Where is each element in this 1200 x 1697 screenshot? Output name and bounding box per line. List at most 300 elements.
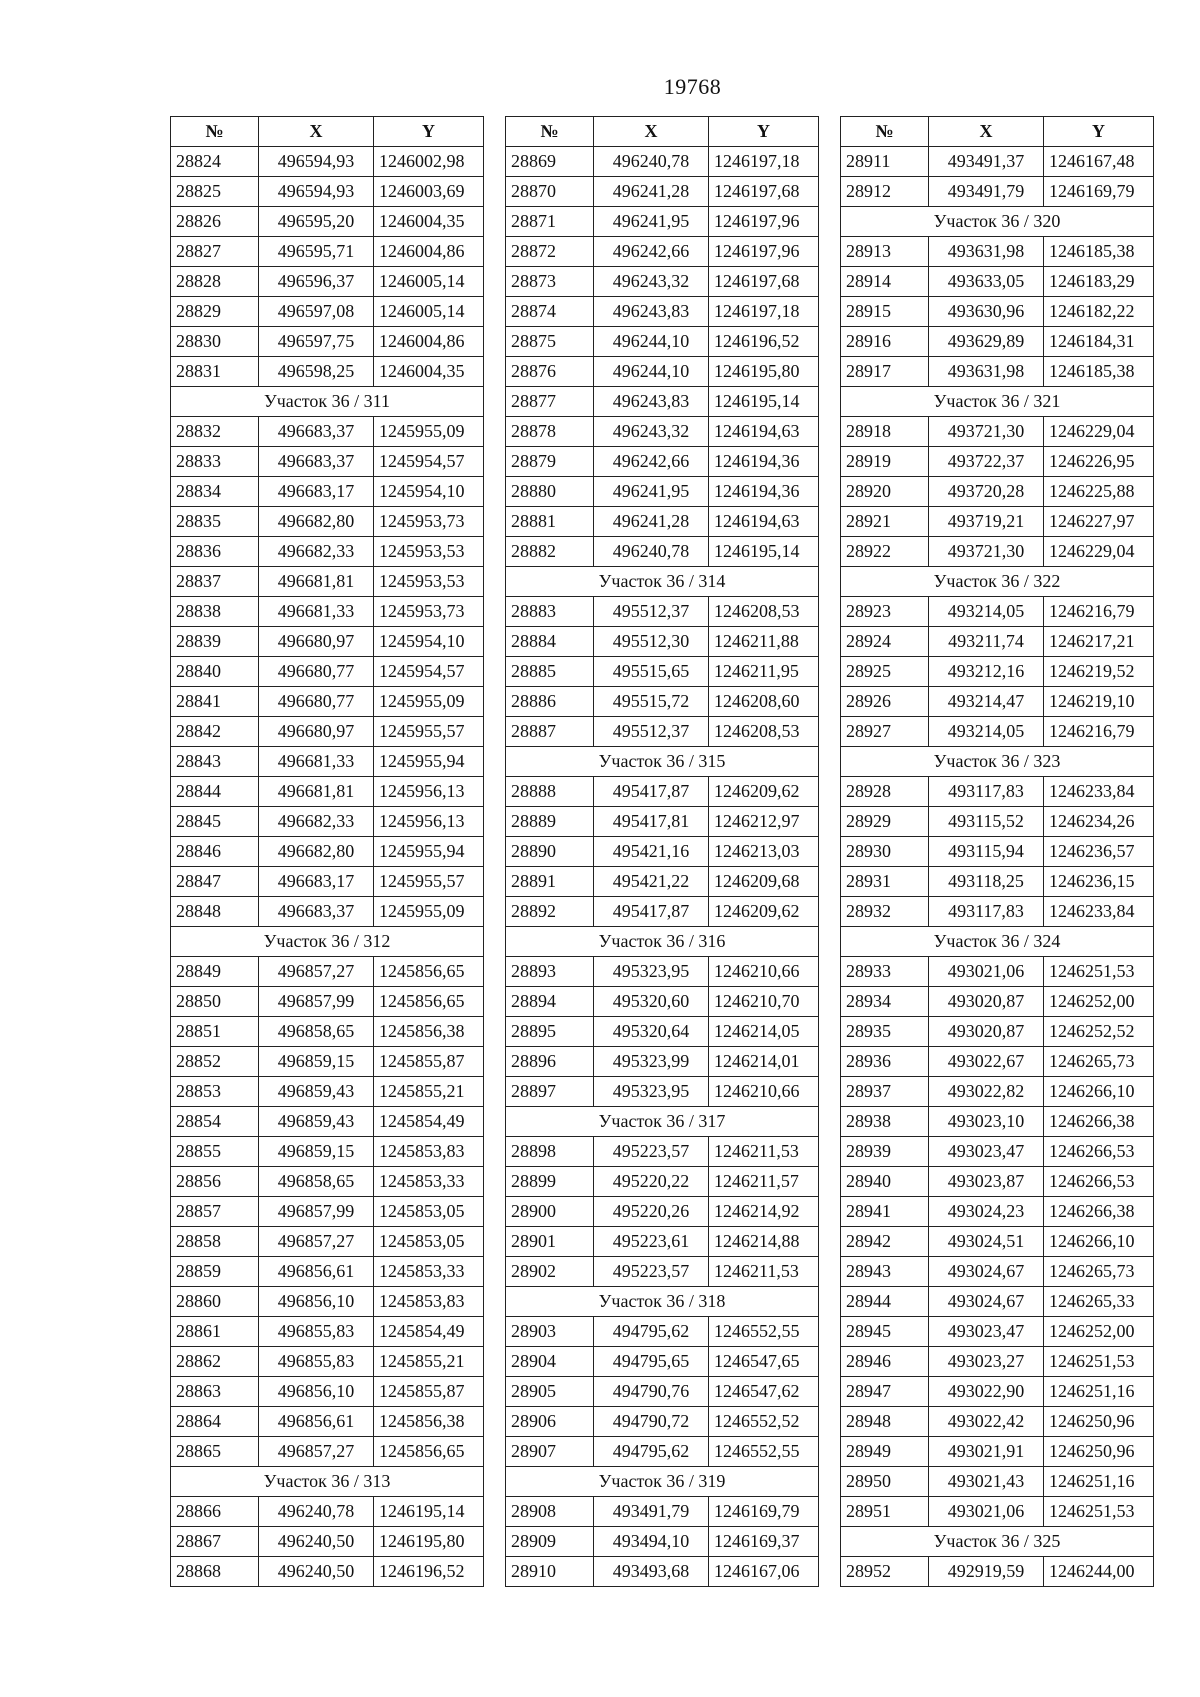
table-row	[506, 267, 819, 297]
cell-num: 28834	[171, 477, 259, 507]
cell-y: 1245954,57	[374, 447, 484, 477]
cell-num: 28936	[841, 1047, 929, 1077]
cell-y: 1246252,00	[1044, 987, 1154, 1017]
table-row	[171, 1377, 484, 1407]
cell-num: 28915	[841, 297, 929, 327]
cell-num: 28850	[171, 987, 259, 1017]
cell-y: 1246244,00	[1044, 1557, 1154, 1587]
table-row	[171, 1557, 484, 1587]
cell-x: 493494,10	[594, 1527, 709, 1557]
table-row	[506, 717, 819, 747]
cell-x: 496240,50	[259, 1527, 374, 1557]
cell-x: 493491,37	[929, 147, 1044, 177]
cell-y: 1245953,53	[374, 567, 484, 597]
table-row	[841, 477, 1154, 507]
cell-y: 1246265,33	[1044, 1287, 1154, 1317]
cell-x: 493493,68	[594, 1557, 709, 1587]
table-row	[841, 717, 1154, 747]
table-row	[171, 267, 484, 297]
cell-y: 1246167,06	[709, 1557, 819, 1587]
section-title: Участок 36 / 312	[171, 927, 484, 957]
cell-y: 1245953,73	[374, 507, 484, 537]
cell-num: 28847	[171, 867, 259, 897]
header-num: №	[841, 117, 929, 147]
cell-y: 1245955,09	[374, 687, 484, 717]
table-row	[841, 267, 1154, 297]
cell-y: 1246210,66	[709, 957, 819, 987]
cell-num: 28836	[171, 537, 259, 567]
table-row	[506, 1497, 819, 1527]
table-row	[506, 1557, 819, 1587]
cell-y: 1246213,03	[709, 837, 819, 867]
cell-y: 1246197,96	[709, 207, 819, 237]
cell-num: 28842	[171, 717, 259, 747]
cell-x: 496682,33	[259, 537, 374, 567]
cell-y: 1246229,04	[1044, 537, 1154, 567]
cell-x: 496683,37	[259, 897, 374, 927]
table-row	[841, 1017, 1154, 1047]
cell-num: 28925	[841, 657, 929, 687]
cell-y: 1246226,95	[1044, 447, 1154, 477]
table-row	[841, 1497, 1154, 1527]
cell-x: 493722,37	[929, 447, 1044, 477]
table-row	[506, 1047, 819, 1077]
table-row	[171, 327, 484, 357]
cell-x: 496855,83	[259, 1347, 374, 1377]
cell-num: 28851	[171, 1017, 259, 1047]
table-row	[171, 1287, 484, 1317]
table-row	[506, 1197, 819, 1227]
section-title: Участок 36 / 311	[171, 387, 484, 417]
cell-num: 28902	[506, 1257, 594, 1287]
cell-y: 1245855,21	[374, 1077, 484, 1107]
table-row	[841, 1197, 1154, 1227]
header-x: X	[929, 117, 1044, 147]
table-row	[506, 387, 819, 417]
cell-y: 1246197,96	[709, 237, 819, 267]
cell-y: 1246552,55	[709, 1317, 819, 1347]
cell-x: 495515,65	[594, 657, 709, 687]
section-title: Участок 36 / 323	[841, 747, 1154, 777]
table-row	[841, 357, 1154, 387]
cell-y: 1246229,04	[1044, 417, 1154, 447]
cell-y: 1246169,79	[1044, 177, 1154, 207]
cell-x: 496240,78	[259, 1497, 374, 1527]
cell-num: 28875	[506, 327, 594, 357]
table-row	[841, 807, 1154, 837]
table-header-row	[841, 117, 1154, 147]
cell-num: 28895	[506, 1017, 594, 1047]
section-row	[506, 1107, 819, 1137]
table-row	[171, 477, 484, 507]
cell-num: 28826	[171, 207, 259, 237]
cell-x: 496680,77	[259, 687, 374, 717]
table-row	[841, 657, 1154, 687]
cell-x: 493631,98	[929, 357, 1044, 387]
cell-num: 28857	[171, 1197, 259, 1227]
cell-y: 1246169,79	[709, 1497, 819, 1527]
cell-num: 28890	[506, 837, 594, 867]
cell-x: 493214,05	[929, 717, 1044, 747]
header-x: X	[259, 117, 374, 147]
section-row	[841, 747, 1154, 777]
cell-y: 1245856,65	[374, 1437, 484, 1467]
cell-x: 493021,06	[929, 1497, 1044, 1527]
cell-num: 28942	[841, 1227, 929, 1257]
cell-y: 1246209,62	[709, 777, 819, 807]
table-row	[506, 987, 819, 1017]
table-row	[841, 597, 1154, 627]
cell-num: 28928	[841, 777, 929, 807]
cell-y: 1246209,62	[709, 897, 819, 927]
cell-y: 1245854,49	[374, 1317, 484, 1347]
table-row	[171, 177, 484, 207]
cell-num: 28872	[506, 237, 594, 267]
cell-y: 1246194,36	[709, 447, 819, 477]
cell-y: 1246194,63	[709, 417, 819, 447]
cell-x: 494795,62	[594, 1437, 709, 1467]
cell-num: 28861	[171, 1317, 259, 1347]
cell-y: 1245955,94	[374, 837, 484, 867]
table-row	[171, 507, 484, 537]
cell-y: 1246252,52	[1044, 1017, 1154, 1047]
table-row	[171, 1077, 484, 1107]
table-row	[506, 417, 819, 447]
cell-y: 1246196,52	[709, 327, 819, 357]
section-row	[506, 567, 819, 597]
cell-x: 496243,32	[594, 267, 709, 297]
cell-y: 1245853,05	[374, 1197, 484, 1227]
cell-y: 1246225,88	[1044, 477, 1154, 507]
cell-y: 1246005,14	[374, 267, 484, 297]
table-row	[841, 627, 1154, 657]
cell-num: 28879	[506, 447, 594, 477]
cell-y: 1246004,86	[374, 327, 484, 357]
cell-num: 28912	[841, 177, 929, 207]
cell-x: 495512,30	[594, 627, 709, 657]
table-row	[841, 1077, 1154, 1107]
cell-num: 28947	[841, 1377, 929, 1407]
cell-y: 1246005,14	[374, 297, 484, 327]
section-title: Участок 36 / 319	[506, 1467, 819, 1497]
cell-num: 28919	[841, 447, 929, 477]
cell-x: 496242,66	[594, 447, 709, 477]
cell-y: 1246251,53	[1044, 957, 1154, 987]
cell-num: 28916	[841, 327, 929, 357]
cell-num: 28924	[841, 627, 929, 657]
cell-x: 495220,22	[594, 1167, 709, 1197]
cell-y: 1245955,57	[374, 867, 484, 897]
cell-x: 496682,80	[259, 837, 374, 867]
cell-num: 28897	[506, 1077, 594, 1107]
cell-x: 496856,61	[259, 1407, 374, 1437]
cell-num: 28908	[506, 1497, 594, 1527]
cell-y: 1246208,53	[709, 717, 819, 747]
cell-x: 496856,10	[259, 1377, 374, 1407]
cell-y: 1246219,52	[1044, 657, 1154, 687]
cell-x: 494795,65	[594, 1347, 709, 1377]
table-row	[506, 1407, 819, 1437]
header-y: Y	[709, 117, 819, 147]
cell-y: 1246251,16	[1044, 1377, 1154, 1407]
cell-num: 28891	[506, 867, 594, 897]
section-row	[841, 387, 1154, 417]
cell-num: 28860	[171, 1287, 259, 1317]
cell-num: 28843	[171, 747, 259, 777]
cell-x: 496856,61	[259, 1257, 374, 1287]
table-row	[506, 237, 819, 267]
cell-y: 1245855,87	[374, 1047, 484, 1077]
cell-num: 28951	[841, 1497, 929, 1527]
cell-x: 493024,51	[929, 1227, 1044, 1257]
cell-num: 28852	[171, 1047, 259, 1077]
table-row	[841, 1287, 1154, 1317]
cell-y: 1245853,05	[374, 1227, 484, 1257]
cell-y: 1246250,96	[1044, 1407, 1154, 1437]
table-row	[171, 237, 484, 267]
cell-y: 1246183,29	[1044, 267, 1154, 297]
cell-x: 495421,16	[594, 837, 709, 867]
cell-num: 28832	[171, 417, 259, 447]
cell-num: 28914	[841, 267, 929, 297]
cell-num: 28828	[171, 267, 259, 297]
cell-num: 28907	[506, 1437, 594, 1467]
table-row	[171, 657, 484, 687]
cell-num: 28874	[506, 297, 594, 327]
table-row	[171, 1347, 484, 1377]
table-row	[841, 177, 1154, 207]
cell-num: 28855	[171, 1137, 259, 1167]
table-row	[506, 837, 819, 867]
cell-y: 1246214,01	[709, 1047, 819, 1077]
cell-num: 28932	[841, 897, 929, 927]
cell-x: 494790,76	[594, 1377, 709, 1407]
section-row	[506, 747, 819, 777]
cell-num: 28892	[506, 897, 594, 927]
cell-y: 1245855,87	[374, 1377, 484, 1407]
section-row	[506, 1287, 819, 1317]
table-row	[506, 477, 819, 507]
cell-y: 1246211,53	[709, 1137, 819, 1167]
cell-y: 1246194,36	[709, 477, 819, 507]
table-row	[171, 147, 484, 177]
cell-x: 495421,22	[594, 867, 709, 897]
cell-x: 493023,27	[929, 1347, 1044, 1377]
table-row	[171, 897, 484, 927]
cell-y: 1245856,65	[374, 987, 484, 1017]
cell-x: 495417,87	[594, 897, 709, 927]
cell-y: 1246210,70	[709, 987, 819, 1017]
section-title: Участок 36 / 313	[171, 1467, 484, 1497]
cell-x: 496241,28	[594, 177, 709, 207]
cell-num: 28854	[171, 1107, 259, 1137]
cell-num: 28944	[841, 1287, 929, 1317]
cell-num: 28840	[171, 657, 259, 687]
cell-x: 494790,72	[594, 1407, 709, 1437]
cell-x: 496859,15	[259, 1047, 374, 1077]
cell-x: 495417,87	[594, 777, 709, 807]
cell-y: 1245955,09	[374, 417, 484, 447]
cell-y: 1246211,53	[709, 1257, 819, 1287]
cell-num: 28866	[171, 1497, 259, 1527]
cell-y: 1246185,38	[1044, 357, 1154, 387]
cell-num: 28853	[171, 1077, 259, 1107]
table-row	[841, 1167, 1154, 1197]
table-row	[841, 1317, 1154, 1347]
section-row	[506, 927, 819, 957]
cell-x: 496243,83	[594, 297, 709, 327]
table-row	[841, 1557, 1154, 1587]
cell-num: 28922	[841, 537, 929, 567]
cell-num: 28918	[841, 417, 929, 447]
cell-x: 493021,91	[929, 1437, 1044, 1467]
table-row	[841, 537, 1154, 567]
cell-y: 1246211,95	[709, 657, 819, 687]
cell-y: 1246266,38	[1044, 1197, 1154, 1227]
table-row	[171, 1227, 484, 1257]
cell-x: 496683,17	[259, 477, 374, 507]
cell-x: 495512,37	[594, 597, 709, 627]
cell-x: 495320,60	[594, 987, 709, 1017]
cell-x: 496858,65	[259, 1167, 374, 1197]
cell-num: 28884	[506, 627, 594, 657]
cell-x: 495223,57	[594, 1137, 709, 1167]
section-row	[841, 207, 1154, 237]
cell-num: 28899	[506, 1167, 594, 1197]
section-title: Участок 36 / 322	[841, 567, 1154, 597]
page-number: 19768	[663, 74, 722, 99]
cell-y: 1246209,68	[709, 867, 819, 897]
section-title: Участок 36 / 316	[506, 927, 819, 957]
cell-x: 493023,47	[929, 1317, 1044, 1347]
cell-y: 1246547,65	[709, 1347, 819, 1377]
table-row	[171, 597, 484, 627]
cell-x: 496244,10	[594, 327, 709, 357]
cell-x: 496680,97	[259, 717, 374, 747]
cell-num: 28848	[171, 897, 259, 927]
section-row	[841, 1527, 1154, 1557]
table-row	[506, 507, 819, 537]
cell-num: 28870	[506, 177, 594, 207]
table-row	[506, 1437, 819, 1467]
cell-x: 493115,94	[929, 837, 1044, 867]
cell-x: 495320,64	[594, 1017, 709, 1047]
cell-num: 28833	[171, 447, 259, 477]
cell-x: 493023,47	[929, 1137, 1044, 1167]
cell-y: 1245856,38	[374, 1017, 484, 1047]
cell-x: 493118,25	[929, 867, 1044, 897]
table-row	[506, 867, 819, 897]
cell-y: 1246197,18	[709, 297, 819, 327]
table-row	[171, 1107, 484, 1137]
cell-x: 496244,10	[594, 357, 709, 387]
cell-num: 28923	[841, 597, 929, 627]
cell-x: 496597,08	[259, 297, 374, 327]
cell-y: 1246004,86	[374, 237, 484, 267]
cell-y: 1245855,21	[374, 1347, 484, 1377]
cell-y: 1246212,97	[709, 807, 819, 837]
cell-x: 496683,37	[259, 417, 374, 447]
cell-x: 496859,43	[259, 1107, 374, 1137]
coordinate-table-3	[840, 116, 1154, 1587]
cell-x: 496683,37	[259, 447, 374, 477]
table-row	[841, 1257, 1154, 1287]
cell-num: 28867	[171, 1527, 259, 1557]
table-row	[171, 717, 484, 747]
cell-x: 493024,67	[929, 1287, 1044, 1317]
table-row	[506, 1317, 819, 1347]
cell-y: 1246197,18	[709, 147, 819, 177]
cell-x: 493023,10	[929, 1107, 1044, 1137]
table-row	[506, 1377, 819, 1407]
table-row	[841, 417, 1154, 447]
cell-y: 1246251,53	[1044, 1497, 1154, 1527]
cell-y: 1246214,05	[709, 1017, 819, 1047]
cell-x: 496683,17	[259, 867, 374, 897]
table-row	[171, 807, 484, 837]
cell-num: 28824	[171, 147, 259, 177]
cell-num: 28921	[841, 507, 929, 537]
table-row	[841, 897, 1154, 927]
table-row	[506, 627, 819, 657]
table-row	[841, 1227, 1154, 1257]
cell-num: 28886	[506, 687, 594, 717]
header-num: №	[506, 117, 594, 147]
cell-x: 494795,62	[594, 1317, 709, 1347]
cell-y: 1246552,52	[709, 1407, 819, 1437]
cell-x: 496857,27	[259, 1437, 374, 1467]
table-row	[506, 687, 819, 717]
cell-y: 1246217,21	[1044, 627, 1154, 657]
cell-x: 496680,77	[259, 657, 374, 687]
cell-x: 495323,99	[594, 1047, 709, 1077]
table-row	[171, 867, 484, 897]
cell-num: 28909	[506, 1527, 594, 1557]
section-row	[171, 1467, 484, 1497]
cell-num: 28933	[841, 957, 929, 987]
table-row	[841, 687, 1154, 717]
cell-y: 1245854,49	[374, 1107, 484, 1137]
cell-num: 28827	[171, 237, 259, 267]
cell-num: 28929	[841, 807, 929, 837]
cell-y: 1246196,52	[374, 1557, 484, 1587]
cell-x: 493719,21	[929, 507, 1044, 537]
header-x: X	[594, 117, 709, 147]
table-row	[841, 837, 1154, 867]
cell-y: 1246214,92	[709, 1197, 819, 1227]
table-row	[171, 1437, 484, 1467]
cell-x: 495515,72	[594, 687, 709, 717]
cell-num: 28931	[841, 867, 929, 897]
table-row	[171, 1407, 484, 1437]
cell-num: 28898	[506, 1137, 594, 1167]
cell-y: 1245954,10	[374, 477, 484, 507]
cell-y: 1246002,98	[374, 147, 484, 177]
cell-y: 1246266,38	[1044, 1107, 1154, 1137]
cell-num: 28913	[841, 237, 929, 267]
cell-num: 28882	[506, 537, 594, 567]
cell-y: 1246252,00	[1044, 1317, 1154, 1347]
cell-num: 28935	[841, 1017, 929, 1047]
cell-num: 28831	[171, 357, 259, 387]
table-row	[171, 537, 484, 567]
cell-x: 496243,32	[594, 417, 709, 447]
table-row	[171, 357, 484, 387]
cell-x: 496681,81	[259, 777, 374, 807]
table-row	[171, 1317, 484, 1347]
cell-y: 1245853,83	[374, 1287, 484, 1317]
cell-y: 1246211,57	[709, 1167, 819, 1197]
